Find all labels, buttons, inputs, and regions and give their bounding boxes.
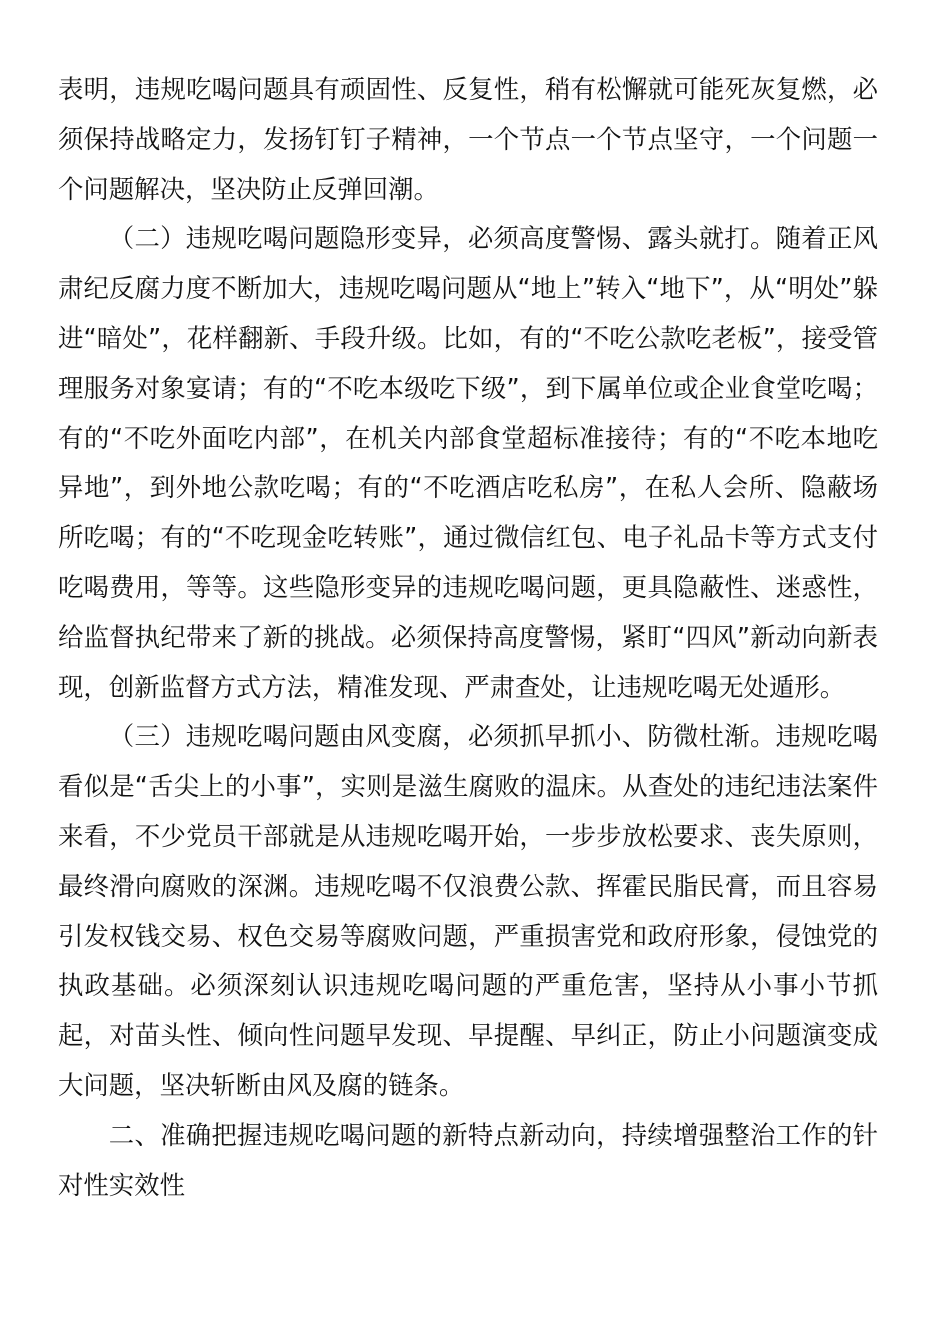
paragraph-continuation: 表明，违规吃喝问题具有顽固性、反复性，稍有松懈就可能死灰复燃，必须保持战略定力，发扬钉钉子精神，一个节点一个节点坚守，一个问题一个问题解决，坚决防止反弹回潮。	[58, 74, 878, 204]
paragraph-section-three: （三）违规吃喝问题由风变腐，必须抓早抓小、防微杜渐。违规吃喝看似是“舌尖上的小事”，实则是滋生腐败的温床。从查处的违纪违法案件来看，不少党员干部就是从违规吃喝开始，一步步放松要求、丧失原则，最终滑向腐败的深渊。违规吃喝不仅浪费公款、挥霍民脂民膏，而且容易引发权钱交易、权色交易等腐败问题，严重损害党和政府形象，侵蚀党的执政基础。必须深刻认识违规吃喝问题的严重危害，坚持从小事小节抓起，对苗头性、倾向性问题早发现、早提醒、早纠正，防止小问题演变成大问题，坚决斩断由风及腐的链条。	[58, 721, 878, 1100]
document-body	[58, 65, 878, 1210]
section-heading-two: 二、准确把握违规吃喝问题的新特点新动向，持续增强整治工作的针对性实效性	[58, 1119, 878, 1200]
paragraph-section-two: （二）违规吃喝问题隐形变异，必须高度警惕、露头就打。随着正风肃纪反腐力度不断加大，违规吃喝问题从“地上”转入“地下”，从“明处”躲进“暗处”，花样翻新、手段升级。比如，有的“不吃公款吃老板”，接受管理服务对象宴请；有的“不吃本级吃下级”，到下属单位或企业食堂吃喝；有的“不吃外面吃内部”，在机关内部食堂超标准接待；有的“不吃本地吃异地”，到外地公款吃喝；有的“不吃酒店吃私房”，在私人会所、隐蔽场所吃喝；有的“不吃现金吃转账”，通过微信红包、电子礼品卡等方式支付吃喝费用，等等。这些隐形变异的违规吃喝问题，更具隐蔽性、迷惑性，给监督执纪带来了新的挑战。必须保持高度警惕，紧盯“四风”新动向新表现，创新监督方式方法，精准发现、严肃查处，让违规吃喝无处遁形。	[58, 223, 878, 702]
